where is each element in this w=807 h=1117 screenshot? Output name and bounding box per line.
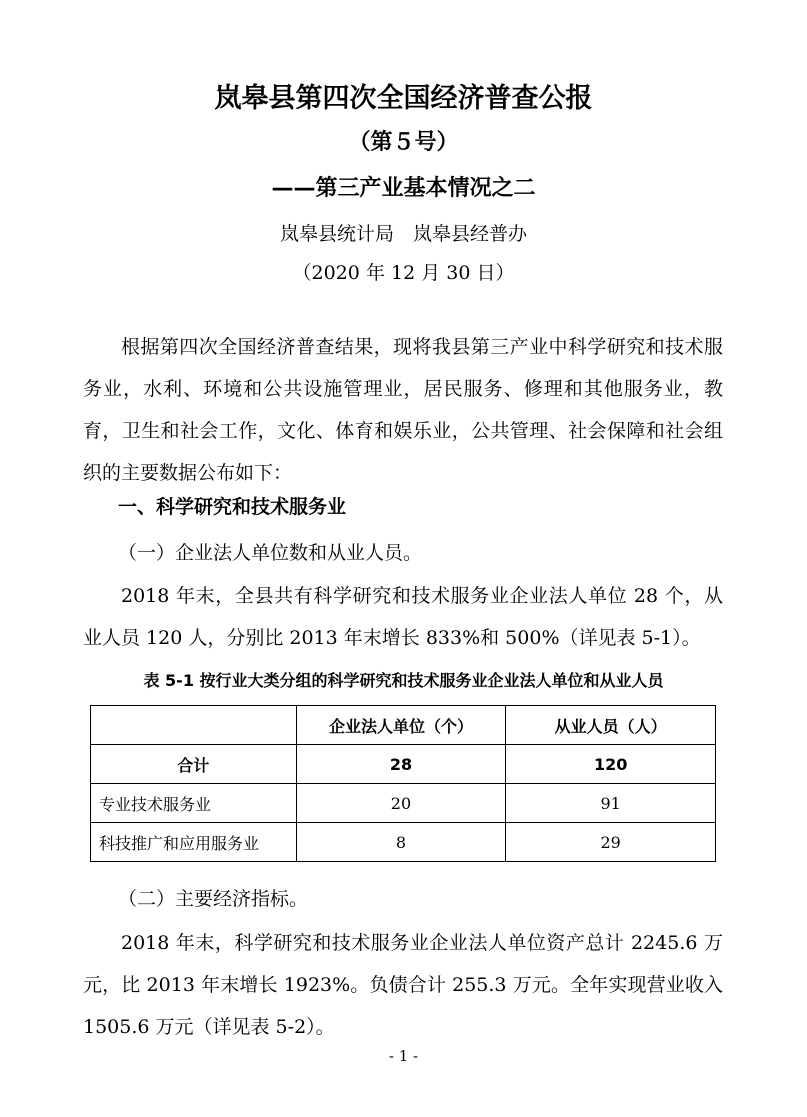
publication-date: （2020 年 12 月 30 日） xyxy=(292,262,515,284)
issuer-line: 岚皋县统计局 岚皋县经普办 xyxy=(279,223,527,245)
table-row-units: 8 xyxy=(296,823,506,862)
document-subtitle: ——第三产业基本情况之二 xyxy=(271,176,536,201)
table-total-units: 28 xyxy=(296,745,506,784)
data-table xyxy=(90,705,716,862)
table-header-cell: 企业法人单位（个） xyxy=(296,706,506,745)
subsection1-paragraph: 2018 年末，全县共有科学研究和技术服务业企业法人单位 28 个，从业人员 120 人，分别比 2013 年末增长 833%和 500%（详见表 5-1）。 xyxy=(83,585,723,649)
table-row xyxy=(91,823,716,862)
table-total-label: 合计 xyxy=(91,745,297,784)
issue-number: （第５号） xyxy=(348,130,459,155)
table-total-row xyxy=(91,745,716,784)
intro-paragraph: 根据第四次全国经济普查结果，现将我县第三产业中科学研究和技术服务业，水利、环境和公共设施管理业，居民服务、修理和其他服务业，教育，卫生和社会工作，文化、体育和娱乐业，公共管理、社会保障和社会组织的主要数据公布如下： xyxy=(83,336,723,484)
table-row-label: 专业技术服务业 xyxy=(91,784,297,823)
table-row-units: 20 xyxy=(296,784,506,823)
subsection1-block xyxy=(83,575,723,659)
table-caption: 表 5-1 按行业大类分组的科学研究和技术服务业企业法人单位和从业人员 xyxy=(143,671,664,690)
table-row-employees: 91 xyxy=(506,784,716,823)
table-row-label: 科技推广和应用服务业 xyxy=(91,823,297,862)
subsection2-block xyxy=(83,922,723,1048)
subsection2-paragraph: 2018 年末，科学研究和技术服务业企业法人单位资产总计 2245.6 万元，比 2013 年末增长 1923%。负债合计 255.3 万元。全年实现营业收入 1505.6 万元（详见表 5-2）。 xyxy=(83,932,723,1038)
table-header-cell: 从业人员（人） xyxy=(506,706,716,745)
document-title: 岚皋县第四次全国经济普查公报 xyxy=(214,83,593,114)
section-heading: 一、科学研究和技术服务业 xyxy=(118,496,347,518)
intro-block xyxy=(83,326,723,494)
table-header-cell xyxy=(91,706,297,745)
page-number: - 1 - xyxy=(388,1047,419,1065)
subsection-heading: （一）企业法人单位数和从业人员。 xyxy=(118,542,423,564)
table-row-employees: 29 xyxy=(506,823,716,862)
subsection-heading: （二）主要经济指标。 xyxy=(118,888,309,910)
table-total-employees: 120 xyxy=(506,745,716,784)
table-header-row xyxy=(91,706,716,745)
table-row xyxy=(91,784,716,823)
